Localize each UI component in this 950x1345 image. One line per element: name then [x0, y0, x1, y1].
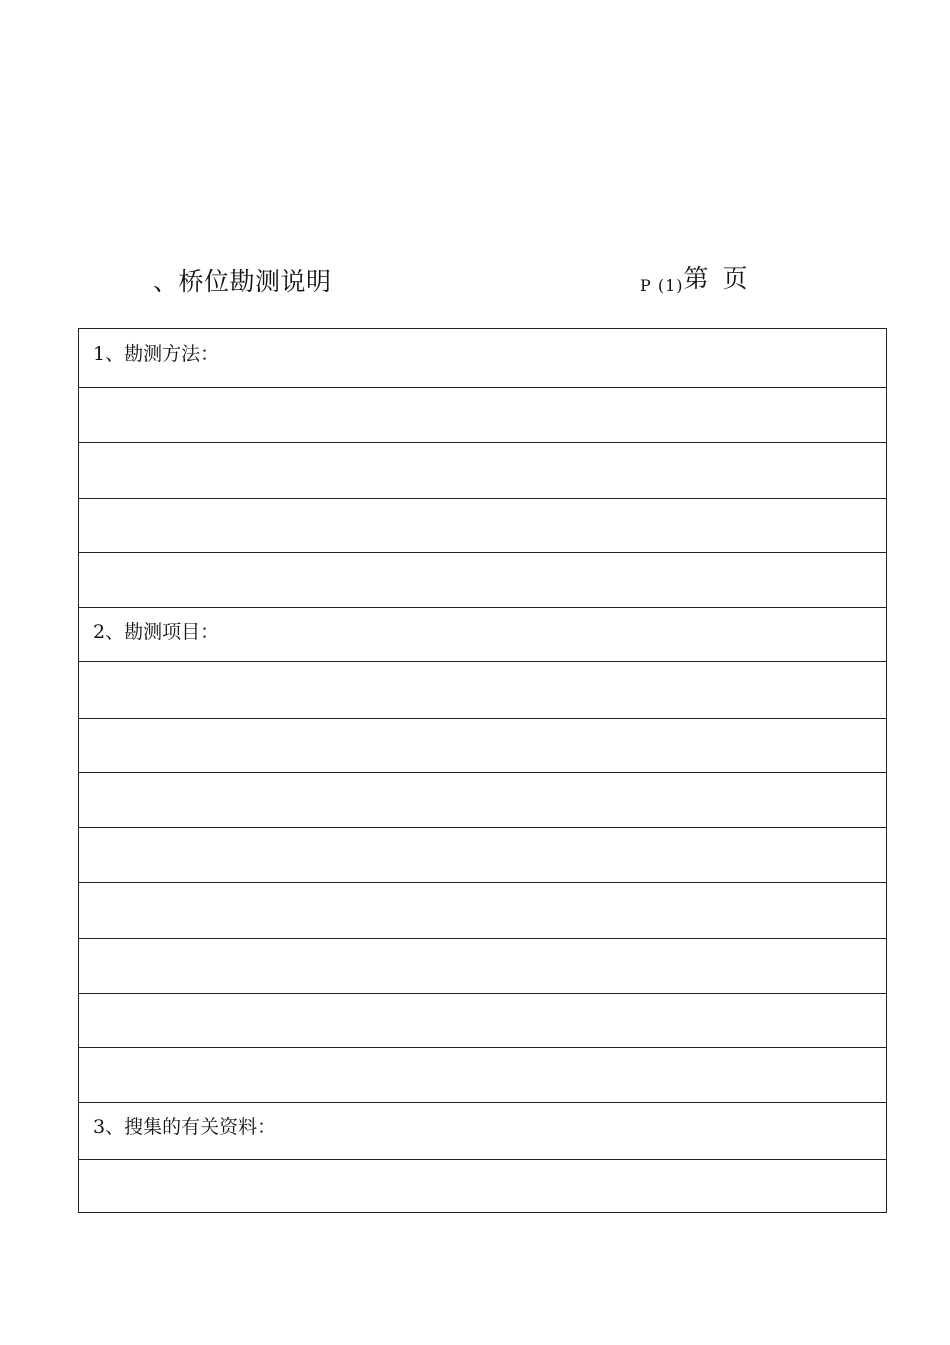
survey-items-line-7[interactable]: [79, 993, 886, 1047]
section-header-survey-method: [79, 329, 886, 387]
survey-items-line-3[interactable]: [79, 772, 886, 827]
survey-items-line-6[interactable]: [79, 938, 886, 993]
survey-form-table: [78, 328, 887, 1213]
survey-items-line-1[interactable]: [79, 661, 886, 718]
survey-method-label: 1、勘测方法：: [93, 343, 220, 365]
collected-materials-label: 3、搜集的有关资料：: [93, 1116, 277, 1138]
survey-items-line-4[interactable]: [79, 827, 886, 882]
page-number-label: [640, 262, 747, 296]
page-code: P (1): [640, 276, 684, 295]
survey-items-line-8[interactable]: [79, 1047, 886, 1102]
page-word: 第 页: [683, 264, 748, 293]
survey-items-line-5[interactable]: [79, 882, 886, 938]
section-header-collected-materials: [79, 1102, 886, 1159]
document-title: 、桥位勘测说明: [153, 267, 332, 296]
survey-method-line-4[interactable]: [79, 552, 886, 607]
section-header-survey-items: [79, 607, 886, 661]
survey-method-line-3[interactable]: [79, 498, 886, 552]
survey-method-line-2[interactable]: [79, 442, 886, 498]
survey-items-line-2[interactable]: [79, 718, 886, 772]
survey-method-line-1[interactable]: [79, 387, 886, 442]
survey-items-label: 2、勘测项目：: [93, 621, 220, 643]
collected-materials-line-1[interactable]: [79, 1159, 886, 1212]
